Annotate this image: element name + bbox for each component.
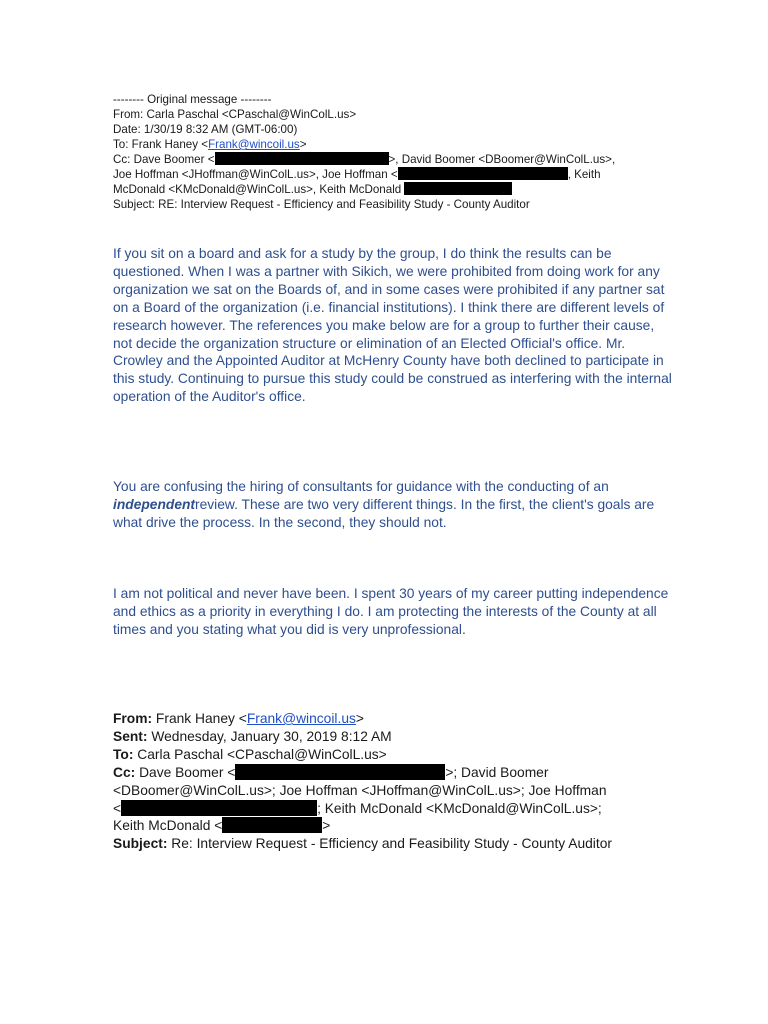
original-message-divider: -------- Original message -------- bbox=[113, 93, 272, 106]
body-paragraph-3: I am not political and never have been. I spent 30 years of my career putting independence and ethics as a priority in everything I do. I am protecting the interests of the County at all times and you stating what you did is very unprofessional. bbox=[113, 586, 669, 637]
redaction-bar bbox=[215, 152, 389, 165]
frank-email-link-reply[interactable]: Frank@wincoil.us bbox=[246, 711, 356, 726]
emphasis-independent: independent bbox=[113, 496, 196, 512]
frank-email-link[interactable]: Frank@wincoil.us bbox=[208, 138, 300, 151]
reply-cc-line-4: Keith McDonald < > bbox=[113, 818, 331, 834]
original-message-header bbox=[113, 92, 673, 212]
redaction-bar bbox=[404, 182, 512, 195]
reply-from-line: From: Frank Haney <Frank@wincoil.us> bbox=[113, 711, 364, 726]
original-cc-line-3: McDonald <KMcDonald@WinColL.us>, Keith McDonald bbox=[113, 182, 673, 197]
reply-cc-line-1: Cc: Dave Boomer < >; David Boomer bbox=[113, 764, 549, 780]
original-cc-line-1: Cc: Dave Boomer < >, David Boomer <DBoomer@WinColL.us>, bbox=[113, 153, 616, 166]
reply-sent-line: Sent: Wednesday, January 30, 2019 8:12 AM bbox=[113, 728, 392, 744]
original-to-line: To: Frank Haney <Frank@wincoil.us> bbox=[113, 138, 307, 151]
redaction-bar bbox=[121, 800, 317, 816]
reply-cc-line-3: < ; Keith McDonald <KMcDonald@WinColL.us>; bbox=[113, 800, 602, 816]
redaction-bar bbox=[235, 764, 445, 780]
reply-subject-line: Subject: Re: Interview Request - Efficiency and Feasibility Study - County Auditor bbox=[113, 836, 612, 852]
redaction-bar bbox=[222, 817, 322, 833]
reply-to-line: To: Carla Paschal <CPaschal@WinColL.us> bbox=[113, 746, 387, 762]
redaction-bar bbox=[398, 167, 568, 180]
original-date-line: Date: 1/30/19 8:32 AM (GMT-06:00) bbox=[113, 123, 298, 136]
body-paragraph-2: You are confusing the hiring of consultants for guidance with the conducting of an independentreview. These are two very different things. In the first, the client's goals are what drive the process. In the second, they should not. bbox=[113, 479, 655, 530]
original-from-line: From: Carla Paschal <CPaschal@WinColL.us> bbox=[113, 108, 357, 121]
reply-header bbox=[113, 710, 633, 853]
original-cc-line-2: Joe Hoffman <JHoffman@WinColL.us>, Joe Hoffman < , Keith bbox=[113, 168, 601, 181]
original-subject-line: Subject: RE: Interview Request - Efficiency and Feasibility Study - County Auditor bbox=[113, 198, 530, 211]
reply-cc-line-2: <DBoomer@WinColL.us>; Joe Hoffman <JHoffman@WinColL.us>; Joe Hoffman bbox=[113, 782, 607, 798]
email-document bbox=[113, 92, 673, 852]
body-paragraph-1: If you sit on a board and ask for a study by the group, I do think the results can be questioned. When I was a partner with Sikich, we were prohibited from doing work for any organization we sat on the Boards of, and in some cases were prohibited if any partner sat on a Board of the organization (i.e. financial institutions). I think there are different levels of research however. The references you make below are for a group to further their cause, not decide the organization structure or elimination of an Elected Official's office. Mr. Crowley and the Appointed Auditor at McHenry County have both declined to participate in this study. Continuing to pursue this study could be construed as interfering with the internal operation of the Auditor's office. bbox=[113, 246, 672, 405]
